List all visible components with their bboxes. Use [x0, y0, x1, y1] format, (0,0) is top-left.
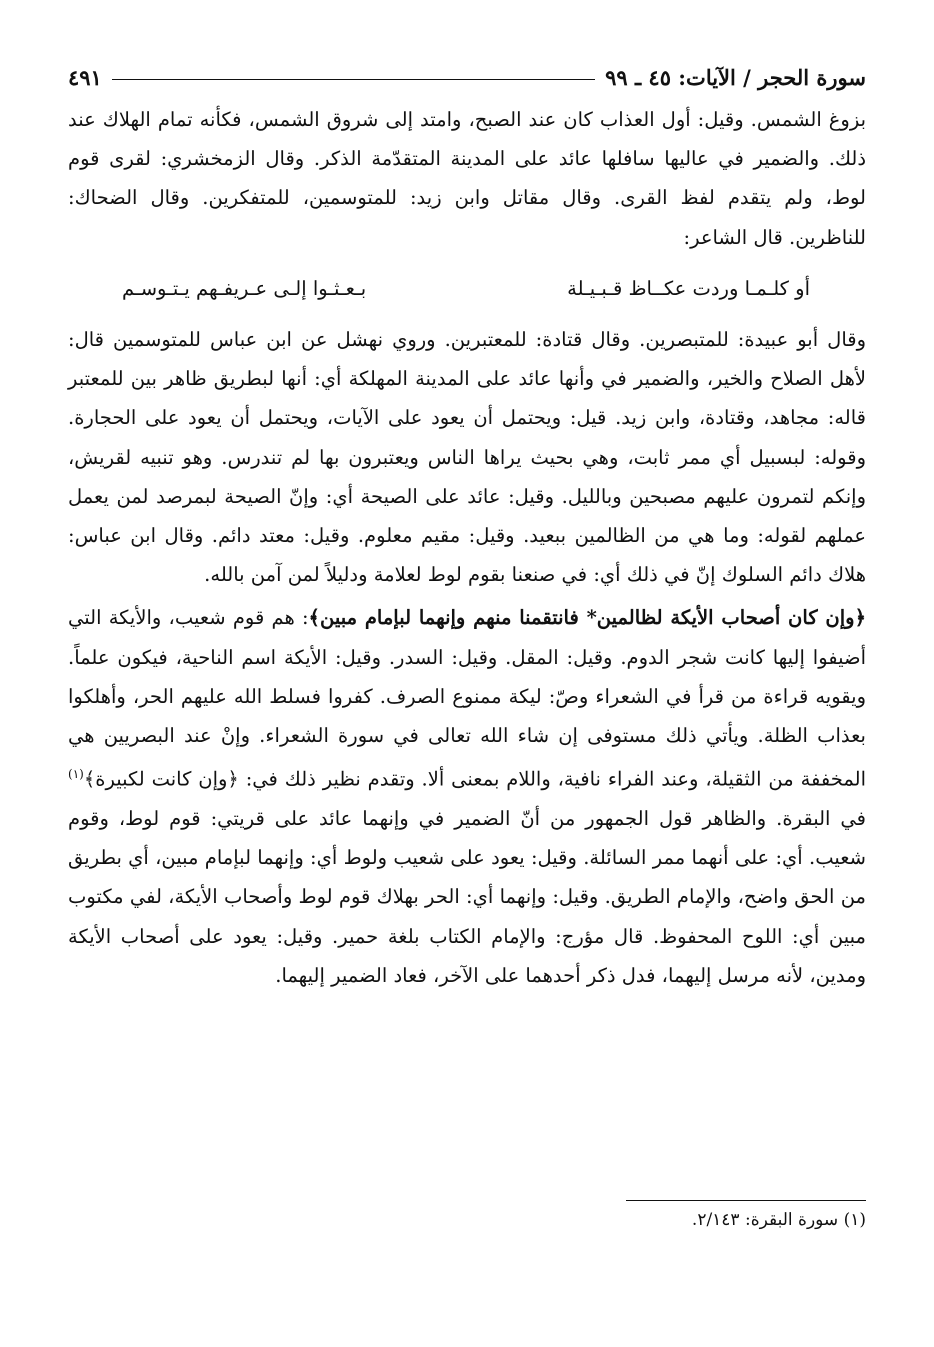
quran-verse-heading: ﴿وإن كان أصحاب الأيكة لظالمين* فانتقمنا منهم وإنهما لبإمام مبين﴾ [308, 606, 866, 630]
paragraph-1: بزوغ الشمس. وقيل: أول العذاب كان عند الصبح، وامتد إلى شروق الشمس، فكأنه تمام الهلاك عند ذلك. والضمير في عاليها سافلها عائد على المدينة المتقدّمة الذكر. وقال الزمخشري: لقرى قوم لوط، ولم يتقدم لفظ القرى. وقال مقاتل وابن زيد: للمتوسمين، للمتفكرين. وقال الضحاك: للناظرين. قال الشاعر: [68, 108, 867, 249]
page-number: ٤٩١ [68, 64, 102, 90]
header-rule [112, 79, 595, 80]
paragraph-2: وقال أبو عبيدة: للمتبصرين. وقال قتادة: للمعتبرين. وروي نهشل عن ابن عباس للمتوسمين قال: لأهل الصلاح والخير، والضمير في وأنها عائد على المدينة المهلكة أي: أنها لبطريق ظاهر بين للمعتبر قاله: مجاهد، وقتادة، وابن زيد. قيل: ويحتمل أن يعود على الآيات، ويحتمل أن يعود على الحجارة. وقوله: لبسبيل أي ممر ثابت، وهي بحيث يراها الناس ويعتبرون بها لم تندرس. وهو تنبيه لقريش، وإنكم لتمرون عليهم مصبحين وبالليل. وقيل: عائد على الصيحة أي: وإنّ الصيحة لبمرصد لمن يعمل عملهم لقوله: وما هي من الظالمين ببعيد. وقيل: مقيم معلوم. وقيل: معتد دائم. وقال ابن عباس: هلاك دائم السلوك إنّ في ذلك أي: في صنعنا بقوم لوط لعلامة ودليلاً لمن آمن بالله. [68, 328, 866, 587]
verse-first-hemistich: أو كلـمـا وردت عكــاظ قـبـيـلة [567, 276, 810, 300]
book-page [68, 58, 866, 1298]
poetry-verse [68, 257, 866, 318]
running-header [68, 58, 866, 96]
footnote: (١) سورة البقرة: ٢/١٤٣. [691, 1210, 866, 1230]
paragraph-3-text-a: : هم قوم شعيب، والأيكة التي أضيفوا إليها كانت شجر الدوم. وقيل: المقل. وقيل: السدر. وقيل: الأيكة اسم الناحية، فيكون علماً. ويقويه قراءة من قرأ في الشعراء وصّ: ليكة ممنوع الصرف. كفروا فسلط الله عليهم الحر، وأهلكوا بعذاب الظلة. ويأتي ذلك مستوفى إن شاء الله تعالى في سورة الشعراء. وإنْ عند البصريين هي المخففة من الثقيلة، وعند الفراء نافية، واللام بمعنى ألا. وتقدم نظير ذلك في: [68, 606, 866, 791]
footnote-rule [626, 1200, 866, 1201]
paragraph-3-text-b: في البقرة. والظاهر قول الجمهور من أنّ الضمير في وإنهما عائد على قريتي: قوم لوط، وقوم شعيب. أي: على أنهما ممر السائلة. وقيل: يعود على شعيب ولوط أي: وإنهما لبإمام مبين، أي بطريق من الحق واضح، والإمام الطريق. وقيل: وإنهما أي: الحر بهلاك قوم لوط وأصحاب الأيكة، لفي مكتوب مبين أي: اللوح المحفوظ. قال مؤرج: والإمام الكتاب بلغة حمير. وقيل: يعود على أصحاب الأيكة ومدين، لأنه مرسل إليهما، فدل ذكر أحدهما على الآخر، فعاد الضمير إليهما. [68, 806, 866, 987]
quran-citation: ﴿وإن كانت لكبيرة﴾ [83, 767, 239, 791]
paragraph-3 [68, 598, 866, 995]
footnote-reference: (١) [68, 767, 84, 782]
verse-second-hemistich: بـعـثـوا إلـى عـريفـهم يـتـوسـم [122, 276, 367, 300]
surah-title: سورة الحجر / الآيات: ٤٥ ـ ٩٩ [605, 64, 866, 90]
